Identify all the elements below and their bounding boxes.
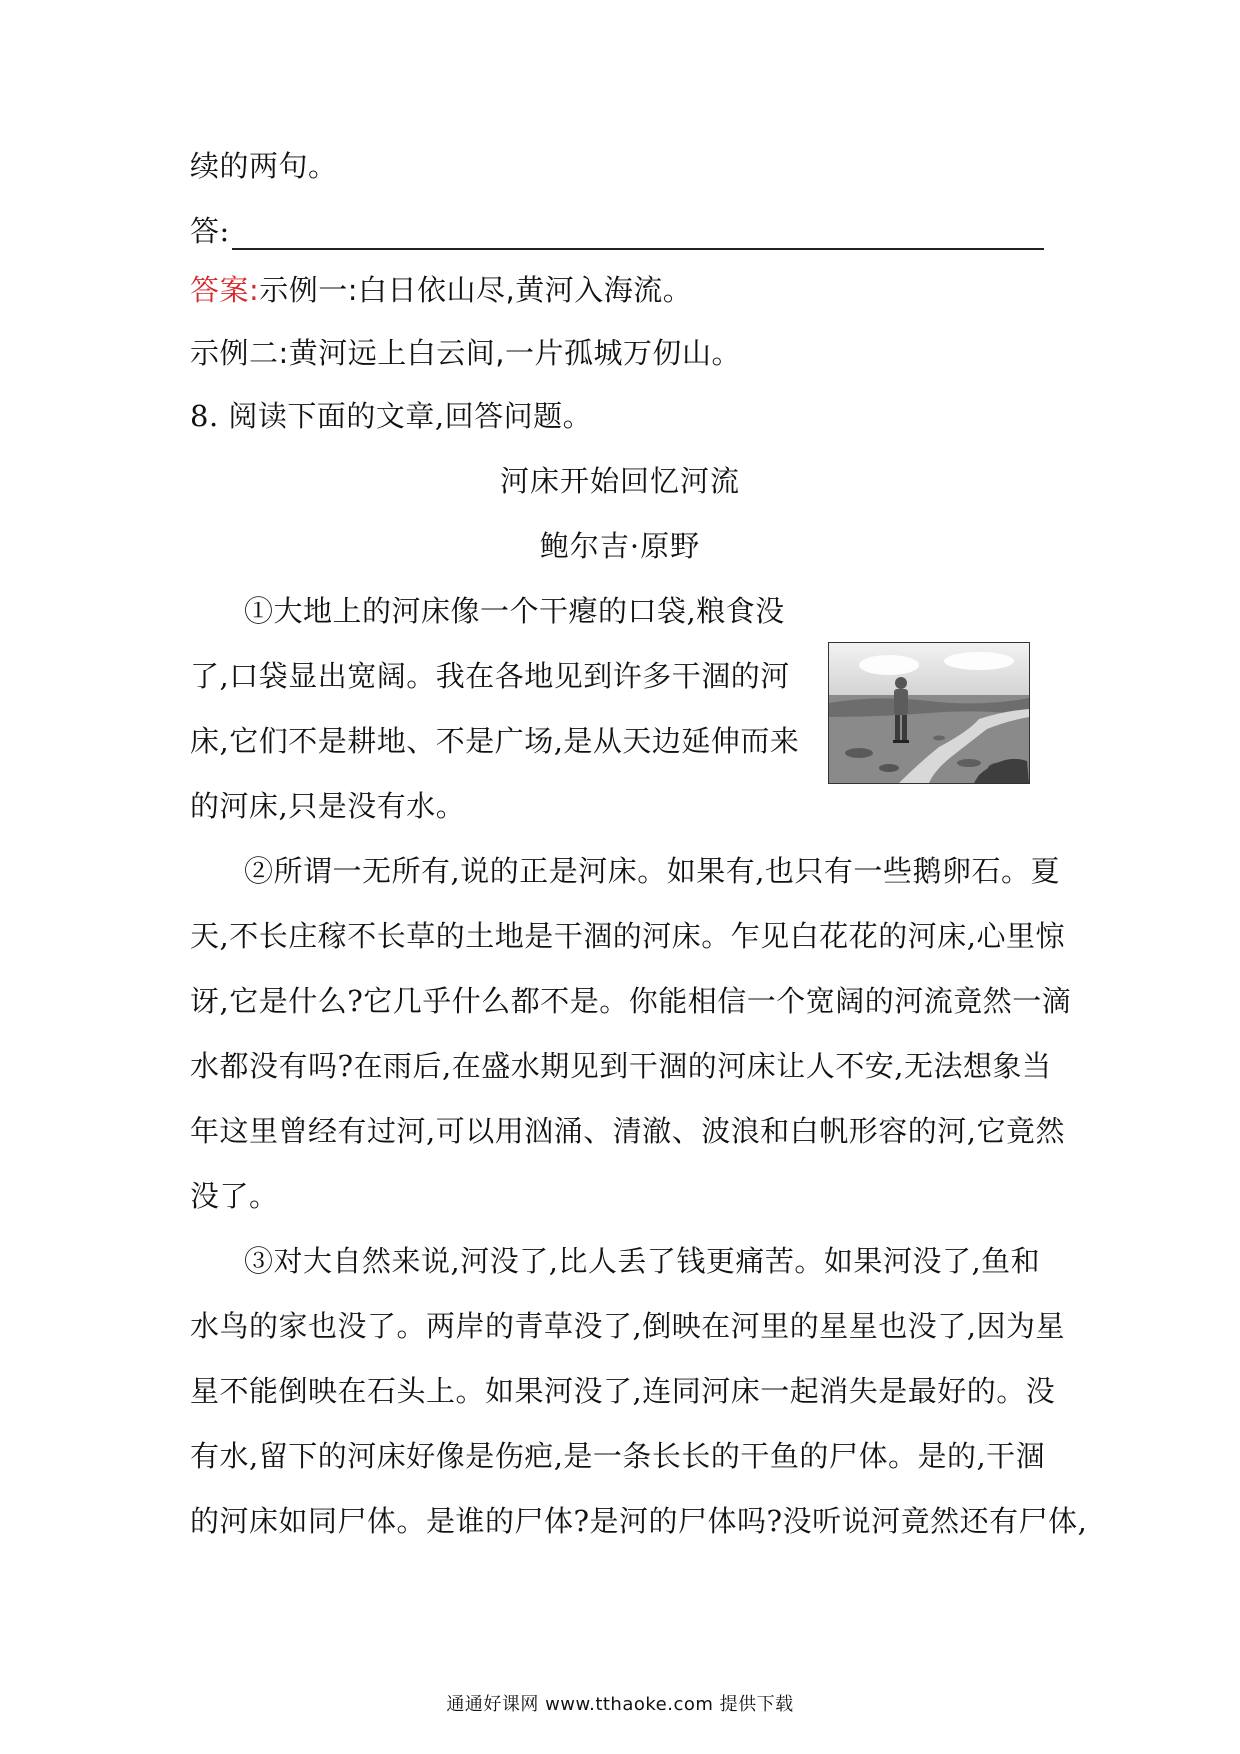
paragraph-1-line-1: ①大地上的河床像一个干瘪的口袋,粮食没	[244, 594, 785, 628]
paragraph-2-line-6: 没了。	[190, 1179, 279, 1213]
answer-row-1	[190, 272, 692, 308]
paragraph-1-line-4: 的河床,只是没有水。	[190, 789, 466, 823]
continuation-text: 续的两句。	[190, 149, 338, 183]
answer-label: 答案:	[190, 273, 260, 307]
answer-example-2: 示例二:黄河远上白云间,一片孤城万仞山。	[190, 336, 741, 370]
footer-text: 通通好课网 www.tthaoke.com 提供下载	[446, 1694, 794, 1715]
riverbed-illustration	[828, 642, 1030, 784]
paragraph-1-line-2: 了,口袋显出宽阔。我在各地见到许多干涸的河	[190, 659, 790, 693]
paragraph-3-line-2: 水鸟的家也没了。两岸的青草没了,倒映在河里的星星也没了,因为星	[190, 1309, 1065, 1343]
paragraph-2-line-3: 讶,它是什么?它几乎什么都不是。你能相信一个宽阔的河流竟然一滴	[190, 984, 1072, 1018]
paragraph-3-line-4: 有水,留下的河床好像是伤疤,是一条长长的干鱼的尸体。是的,干涸	[190, 1439, 1046, 1473]
answer-blank-line	[232, 248, 1044, 250]
paragraph-1-line-3: 床,它们不是耕地、不是广场,是从天边延伸而来	[190, 724, 800, 758]
riverbed-illustration-svg	[829, 643, 1029, 783]
question-8: 8. 阅读下面的文章,回答问题。	[190, 399, 593, 433]
paragraph-3-line-1: ③对大自然来说,河没了,比人丢了钱更痛苦。如果河没了,鱼和	[244, 1244, 1041, 1278]
paragraph-2-line-1: ②所谓一无所有,说的正是河床。如果有,也只有一些鹅卵石。夏	[244, 854, 1060, 888]
answer-prompt: 答:	[190, 214, 230, 248]
article-author: 鲍尔吉·原野	[539, 529, 701, 563]
paragraph-2-line-2: 天,不长庄稼不长草的土地是干涸的河床。乍见白花花的河床,心里惊	[190, 919, 1065, 953]
answer-example-1: 示例一:白日依山尽,黄河入海流。	[259, 273, 693, 307]
paragraph-2-line-4: 水都没有吗?在雨后,在盛水期见到干涸的河床让人不安,无法想象当	[190, 1049, 1052, 1083]
paragraph-3-line-3: 星不能倒映在石头上。如果河没了,连同河床一起消失是最好的。没	[190, 1374, 1056, 1408]
article-title: 河床开始回忆河流	[499, 464, 740, 498]
paragraph-3-line-5: 的河床如同尸体。是谁的尸体?是河的尸体吗?没听说河竟然还有尸体,	[190, 1504, 1088, 1538]
paragraph-2-line-5: 年这里曾经有过河,可以用汹涌、清澈、波浪和白帆形容的河,它竟然	[190, 1114, 1065, 1148]
